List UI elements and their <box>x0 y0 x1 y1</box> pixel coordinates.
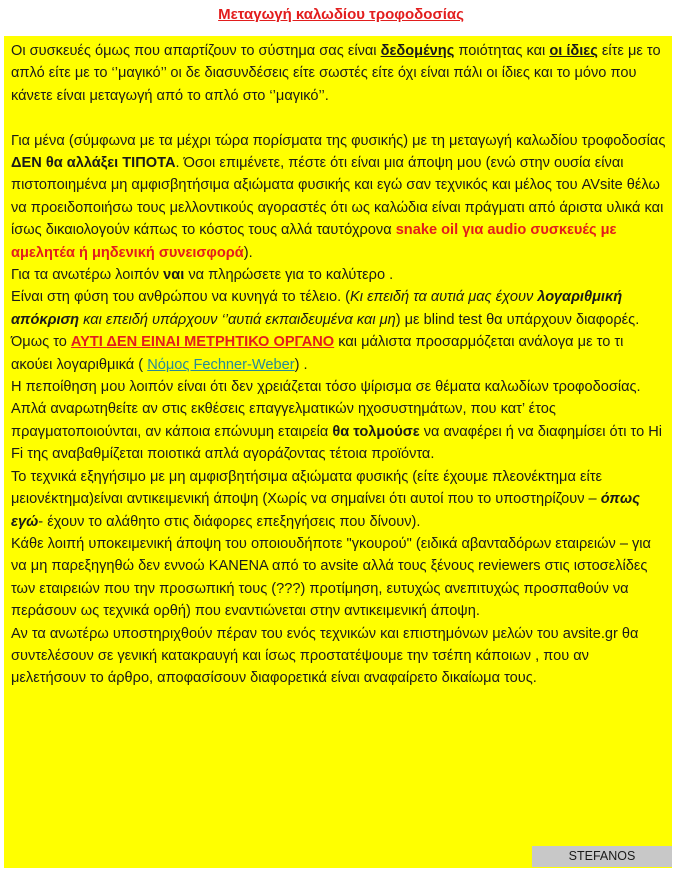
paragraph-3: Για τα ανωτέρω λοιπόν ναι να πληρώσετε για το καλύτερο . <box>11 267 394 284</box>
emphasis-logarithmic-response: λογαριθμική απόκριση <box>11 289 623 328</box>
emphasis-nai: ναι <box>163 267 185 284</box>
emphasis-opos-ego: όπως εγώ <box>11 491 640 530</box>
emphasis-ear-not-instrument: ΑΥΤΙ ΔΕΝ ΕΙΝΑΙ ΜΕΤΡΗΤΙΚΟ ΟΡΓΑΝΟ <box>70 334 335 351</box>
paragraph-5: Η πεποίθηση μου λοιπόν είναι ότι δεν χρειάζεται τόσο ψίρισμα σε θέματα καλωδίων τροφοδοσίας. <box>11 379 641 396</box>
paragraph-6: Απλά αναρωτηθείτε αν στις εκθέσεις επαγγελματικών ηχοσυστημάτων, που κατ’ έτος πραγματοποιούνται, αν κάποια επώνυμη εταιρεία θα τολμούσε να αναφέρει ή να διαφημίσει ότι το Hi Fi της αναβαθμίζεται ποιοτικά απλά αγοράζοντας τέτοια προϊόντα. <box>11 401 663 463</box>
paragraph-7: Το τεχνικά εξηγήσιμο με μη αμφισβητήσιμα αξιώματα φυσικής (είτε έχουμε πλεονέκτημα είτε μειονέκτημα)είναι αντικειμενική άποψη (Χωρίς να σημαίνει ότι αυτοί που το υποστηρίζουν – όπως εγώ- έχουν το αλάθητο στις διάφορες επεξηγήσεις που δίνουν). <box>11 468 640 530</box>
document-title: Μεταγωγή καλωδίου τροφοδοσίας <box>218 6 464 23</box>
paragraph-9: Αν τα ανωτέρω υποστηριχθούν πέραν του ενός τεχνικών και επιστημόνων μελών του avsite.gr θα συντελέσουν σε γενική κατακραυγή και ίσως προστατέψουμε την τσέπη κάποιων , που αν μελετήσουν το άρθρο, αποφασίσουν διαφορετικά είναι αναφαίρετο δικαίωμα τους. <box>11 625 639 687</box>
paragraph-1: Οι συσκευές όμως που απαρτίζουν το σύστημα σας είναι δεδομένης ποιότητας και οι ίδιες είτε με το απλό είτε με το ‘’μαγικό’’ οι δε διασυνδέσεις είτε σωστές είτε όχι είναι πάλι οι ίδιες και το μόνο που κάνετε είναι μεταγωγή από το απλό στο ‘’μαγικό’’. <box>11 43 661 104</box>
fechner-weber-link[interactable]: Νόμος Fechner-Weber <box>147 356 295 373</box>
signature-label: STEFANOS <box>532 846 672 867</box>
paragraph-8: Κάθε λοιπή υποκειμενική άποψη του οποιουδήποτε "γκουρού" (ειδικά αβανταδόρων εταιρειών – για να μη παρεξηγηθώ δεν εννοώ ΚΑΝΕΝΑ από το avsite αλλά τους ξένους reviewers στις ιστοσελίδες των εταιρειών που την προσωπική τους (???) προτίμηση, ευτυχώς ανεπιτυχώς προσπαθούν να περάσουν ως τεχνικά ορθή) που εναντιώνεται στην αντικειμενική άποψη. <box>11 535 651 620</box>
highlighted-text-box <box>4 36 672 868</box>
emphasis-den-tha-allaxei: ΔΕΝ θα αλλάξει ΤΙΠΟΤΑ <box>11 155 176 172</box>
emphasis-dedomenis: δεδομένης <box>380 43 455 59</box>
emphasis-oi-idies: οι ίδιες <box>549 43 598 59</box>
emphasis-tha-tolmouse: θα τολμούσε <box>332 423 420 440</box>
emphasis-snake-oil: snake oil για audio συσκευές με αμελητέα ή μηδενική συνεισφορά <box>11 222 617 261</box>
paragraph-2: Για μένα (σύμφωνα με τα μέχρι τώρα πορίσματα της φυσικής) με τη μεταγωγή καλωδίου τροφοδοσίας ΔΕΝ θα αλλάξει ΤΙΠΟΤΑ. Όσοι επιμένετε, πέστε ότι είναι μια άποψη μου (ενώ στην ουσία είναι πιστοποιημένα μη αμφισβητήσιμα αξιώματα φυσικής και εγώ σαν τεχνικός και μέλος του AVsite θέλω να προειδοποιήσω τους μελλοντικούς αγοραστές ότι ως καλώδια είναι πράγματι από άριστα υλικά και ίσως δικαιολογούν κάπως το κόστος τους αλλά ταυτόχρονα snake oil για audio συσκευές με αμελητέα ή μηδενική συνεισφορά). <box>11 132 666 261</box>
paragraph-spacer <box>11 107 666 129</box>
paragraph-4: Είναι στη φύση του ανθρώπου να κυνηγά το τέλειο. (Κι επειδή τα αυτιά μας έχουν λογαριθμική απόκριση και επειδή υπάρχουν ‘’αυτιά εκπαιδευμένα και μη) με blind test θα υπάρχουν διαφορές. Όμως το ΑΥΤΙ ΔΕΝ ΕΙΝΑΙ ΜΕΤΡΗΤΙΚΟ ΟΡΓΑΝΟ και μάλιστα προσαρμόζεται ανάλογα με το τι ακούει λογαριθμικά ( Νόμος Fechner-Weber) . <box>11 289 640 373</box>
